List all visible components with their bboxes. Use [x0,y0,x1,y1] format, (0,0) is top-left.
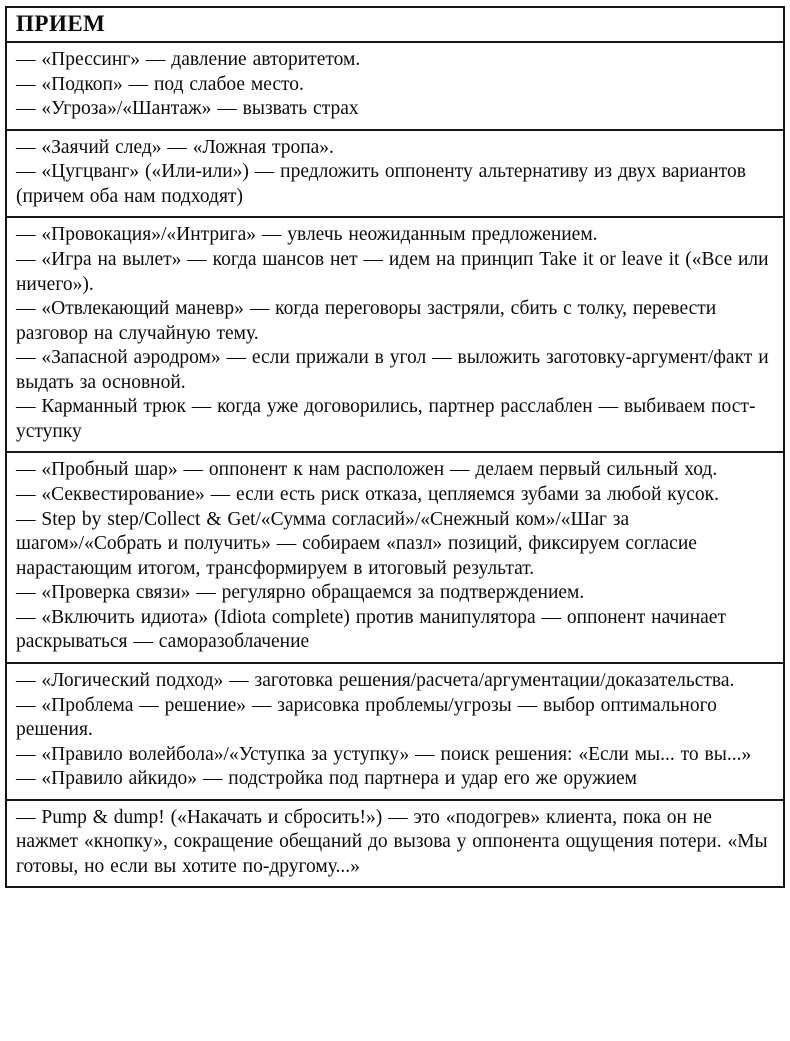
technique-item: — «Проблема — решение» — зарисовка проблемы/угрозы — выбор оптимального решения. [16,694,717,741]
row-logic-cell [6,663,784,800]
techniques-table [5,6,785,888]
technique-item: — «Отвлекающий маневр» — когда переговоры застряли, сбить с толку, перевести разговор на случайную тему. [16,298,717,344]
technique-item: — Step by step/Collect & Get/«Сумма согласий»/«Снежный ком»/«Шаг за шагом»/«Собрать и получить» — собираем «пазл» позиций, фиксируем согласие нарастающим итогом, трансформируем в итоговый результат. [16,508,697,579]
row-provocation-cell [6,217,784,452]
table-header-priem: ПРИЕМ [6,7,784,42]
technique-item: — «Проверка связи» — регулярно обращаемся за подтверждением. [16,582,585,604]
table-row [6,42,784,130]
technique-item: — «Правило волейбола»/«Уступка за уступку» — поиск решения: «Если мы... то вы...» [16,743,752,765]
technique-item: — «Правило айкидо» — подстройка под партнера и удар его же оружием [16,768,637,790]
technique-item: — «Угроза»/«Шантаж» — вызвать страх [16,98,359,120]
table-body [6,42,784,887]
technique-item: — «Пробный шар» — оппонент к нам расположен — делаем первый сильный ход. [16,459,718,481]
technique-item: — «Подкоп» — под слабое место. [16,73,304,95]
table-row [6,663,784,800]
table-row [6,452,784,663]
technique-item: — «Цугцванг» («Или-или») — предложить оппоненту альтернативу из двух вариантов (причем оба нам подходят) [16,161,746,207]
row-falsetrail-cell [6,130,784,218]
technique-item: — «Прессинг» — давление авторитетом. [16,49,361,70]
technique-item: — «Секвестирование» — если есть риск отказа, цепляемся зубами за любой кусок. [16,484,719,505]
row-pressure-cell [6,42,784,130]
table-row [6,130,784,218]
technique-item: — «Включить идиота» (Idiota complete) против манипулятора — оппонент начинает раскрываться — саморазоблачение [16,606,726,653]
technique-item: — «Запасной аэродром» — если прижали в угол — выложить заготовку-аргумент/факт и выдать за основной. [16,347,769,393]
technique-item: — «Провокация»/«Интрига» — увлечь неожиданным предложением. [16,224,598,246]
technique-item: — Pump & dump! («Накачать и сбросить!») — это «подогрев» клиента, пока он не нажмет «кнопку», сокращение обещаний до вызова у оппонента ощущения потери. «Мы готовы, но если вы хотите по-другому...» [16,806,768,877]
table-head [6,7,784,42]
technique-item: — Карманный трюк — когда уже договорились, партнер расслаблен — выбиваем пост-уступку [16,396,756,442]
technique-item: — «Логический подход» — заготовка решения/расчета/аргументации/доказательства. [16,669,735,691]
header-row [6,7,784,42]
row-pumpdump-cell [6,800,784,888]
row-trialballoon-cell [6,452,784,663]
technique-item: — «Игра на вылет» — когда шансов нет — идем на принцип Take it or leave it («Все или ничего»). [16,248,769,295]
table-row [6,800,784,888]
table-row [6,217,784,452]
technique-item: — «Заячий след» — «Ложная тропа». [16,136,334,158]
